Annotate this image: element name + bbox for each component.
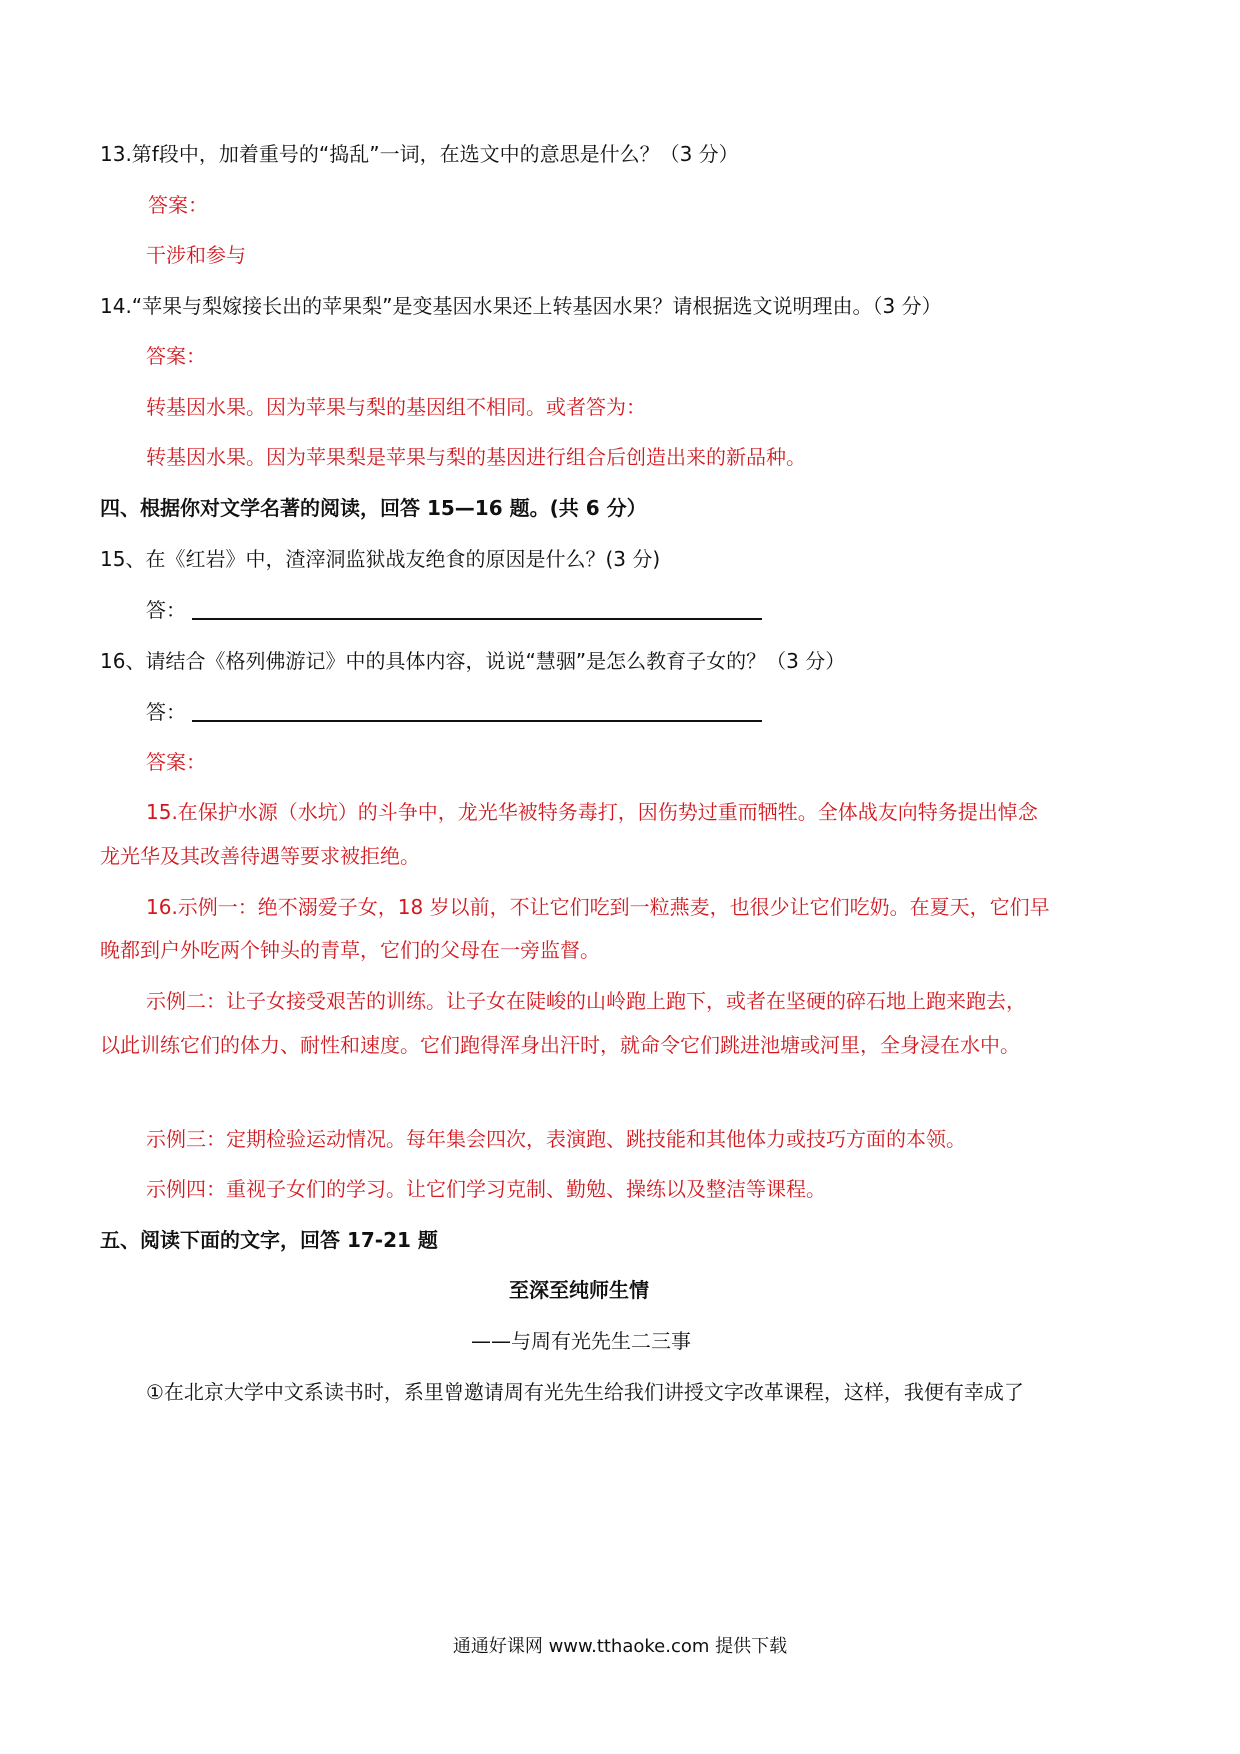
a16-example-3: 示例三：定期检验运动情况。每年集会四次，表演跑、跳技能和其他体力或技巧方面的本领。 — [146, 1127, 966, 1151]
a15-line-1: 15.在保护水源（水坑）的斗争中，龙光华被特务毒打，因伤势过重而牺牲。全体战友向特务提出悼念 — [146, 800, 1038, 824]
a16-example-2-line-1: 示例二：让子女接受艰苦的训练。让子女在陡峻的山岭跑上跑下，或者在坚硬的碎石地上跑来跑去， — [146, 989, 1026, 1013]
q13-question: 13.第f段中，加着重号的“捣乱”一词，在选文中的意思是什么？（3 分） — [100, 142, 739, 166]
q14-answer-line-2: 转基因水果。因为苹果梨是苹果与梨的基因进行组合后创造出来的新品种。 — [146, 445, 806, 469]
q15-question: 15、在《红岩》中，渣滓洞监狱战友绝食的原因是什么？(3 分) — [100, 547, 661, 571]
q14-answer-label: 答案： — [146, 344, 206, 368]
article-subtitle: ——与周有光先生二三事 — [471, 1329, 691, 1353]
q13-answer: 干涉和参与 — [146, 243, 246, 267]
q16-question: 16、请结合《格列佛游记》中的具体内容，说说“慧骃”是怎么教育子女的？（3 分） — [100, 649, 846, 673]
section-4-answer-label: 答案： — [146, 750, 206, 774]
a15-line-2: 龙光华及其改善待遇等要求被拒绝。 — [100, 844, 420, 868]
a16-example-2-line-2: 以此训练它们的体力、耐性和速度。它们跑得浑身出汗时，就命令它们跳进池塘或河里，全身浸在水中。 — [100, 1033, 1020, 1057]
a16-line-2: 晚都到户外吃两个钟头的青草，它们的父母在一旁监督。 — [100, 938, 600, 962]
a16-line-1: 16.示例一：绝不溺爱子女，18 岁以前，不让它们吃到一粒燕麦，也很少让它们吃奶。在夏天，它们早 — [146, 895, 1050, 919]
a16-example-4: 示例四：重视子女们的学习。让它们学习克制、勤勉、操练以及整洁等课程。 — [146, 1177, 826, 1201]
q14-question: 14.“苹果与梨嫁接长出的苹果梨”是变基因水果还上转基因水果？请根据选文说明理由。（3 分） — [100, 294, 942, 318]
q16-answer-prefix: 答： — [146, 700, 186, 724]
q16-answer-line — [192, 719, 762, 722]
article-paragraph-1: ①在北京大学中文系读书时，系里曾邀请周有光先生给我们讲授文字改革课程，这样，我便有幸成了 — [146, 1380, 1024, 1404]
section-5-heading: 五、阅读下面的文字，回答 17-21 题 — [100, 1228, 438, 1252]
q15-answer-prefix: 答： — [146, 598, 186, 622]
q15-answer-line — [192, 617, 762, 620]
q13-answer-label: 答案： — [148, 193, 208, 217]
q14-answer-line-1: 转基因水果。因为苹果与梨的基因组不相同。或者答为： — [146, 395, 646, 419]
q15-answer-blank — [146, 596, 762, 624]
page-footer: 通通好课网 www.tthaoke.com 提供下载 — [452, 1636, 788, 1657]
q16-answer-blank — [146, 698, 762, 726]
section-4-heading: 四、根据你对文学名著的阅读，回答 15—16 题。(共 6 分） — [100, 496, 647, 520]
article-title: 至深至纯师生情 — [509, 1278, 649, 1302]
